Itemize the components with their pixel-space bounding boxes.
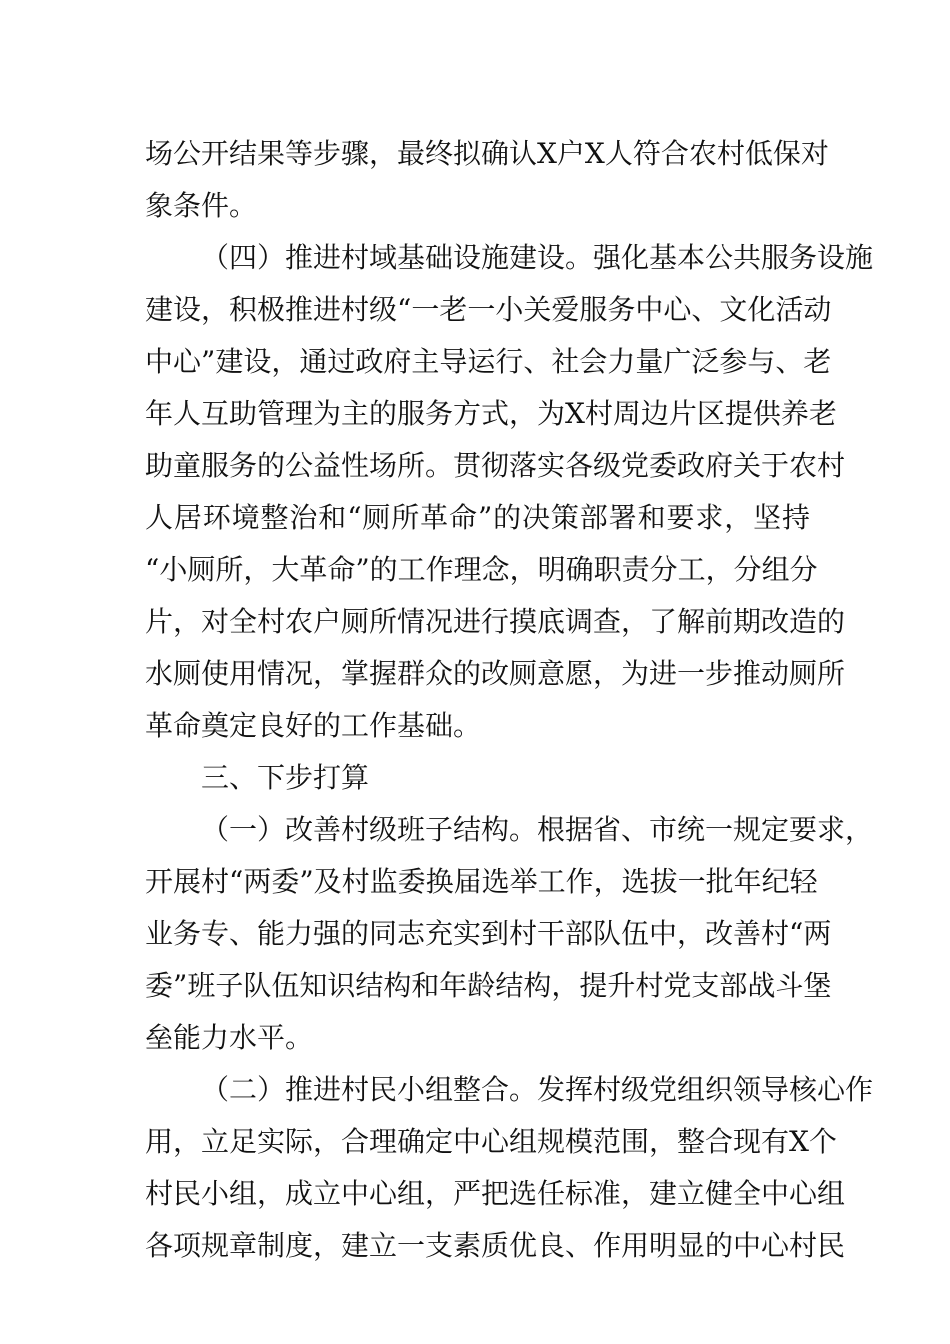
text-line: 助童服务的公益性场所。贯彻落实各级党委政府关于农村 xyxy=(145,449,846,482)
text-line: 开展村“两委”及村监委换届选举工作，选拔一批年纪轻 xyxy=(145,865,818,898)
text-line: 片，对全村农户厕所情况进行摸底调查，了解前期改造的 xyxy=(145,605,846,638)
paragraph-start-line: （二）推进村民小组整合。发挥村级党组织领导核心作 xyxy=(201,1073,874,1106)
text-line: 场公开结果等步骤，最终拟确认X户X人符合农村低保对 xyxy=(145,137,829,170)
text-line: 用，立足实际，合理确定中心组规模范围，整合现有X个 xyxy=(145,1125,837,1158)
text-line: 业务专、能力强的同志充实到村干部队伍中，改善村“两 xyxy=(145,917,832,950)
text-line: 革命奠定良好的工作基础。 xyxy=(145,709,482,742)
text-line: 委”班子队伍知识结构和年龄结构，提升村党支部战斗堡 xyxy=(145,969,832,1002)
text-line: 年人互助管理为主的服务方式，为X村周边片区提供养老 xyxy=(145,397,837,430)
text-line: “小厕所，大革命”的工作理念，明确职责分工，分组分 xyxy=(145,553,818,586)
text-line: 村民小组，成立中心组，严把选任标准，建立健全中心组 xyxy=(145,1177,846,1210)
text-line: 人居环境整治和“厕所革命”的决策部署和要求，坚持 xyxy=(145,501,810,534)
text-line: 象条件。 xyxy=(145,189,258,222)
document-body xyxy=(145,128,874,1272)
text-line: 水厕使用情况，掌握群众的改厕意愿，为进一步推动厕所 xyxy=(145,657,846,690)
text-line: 各项规章制度，建立一支素质优良、作用明显的中心村民 xyxy=(145,1229,846,1262)
text-line: 垒能力水平。 xyxy=(145,1021,314,1054)
text-line: 建设，积极推进村级“一老一小关爱服务中心、文化活动 xyxy=(145,293,832,326)
paragraph-start-line: （一）改善村级班子结构。根据省、市统一规定要求， xyxy=(201,813,874,846)
paragraph-start-line: （四）推进村域基础设施建设。强化基本公共服务设施 xyxy=(201,241,874,274)
section-heading: 三、下步打算 xyxy=(201,761,370,794)
text-line: 中心”建设，通过政府主导运行、社会力量广泛参与、老 xyxy=(145,345,832,378)
